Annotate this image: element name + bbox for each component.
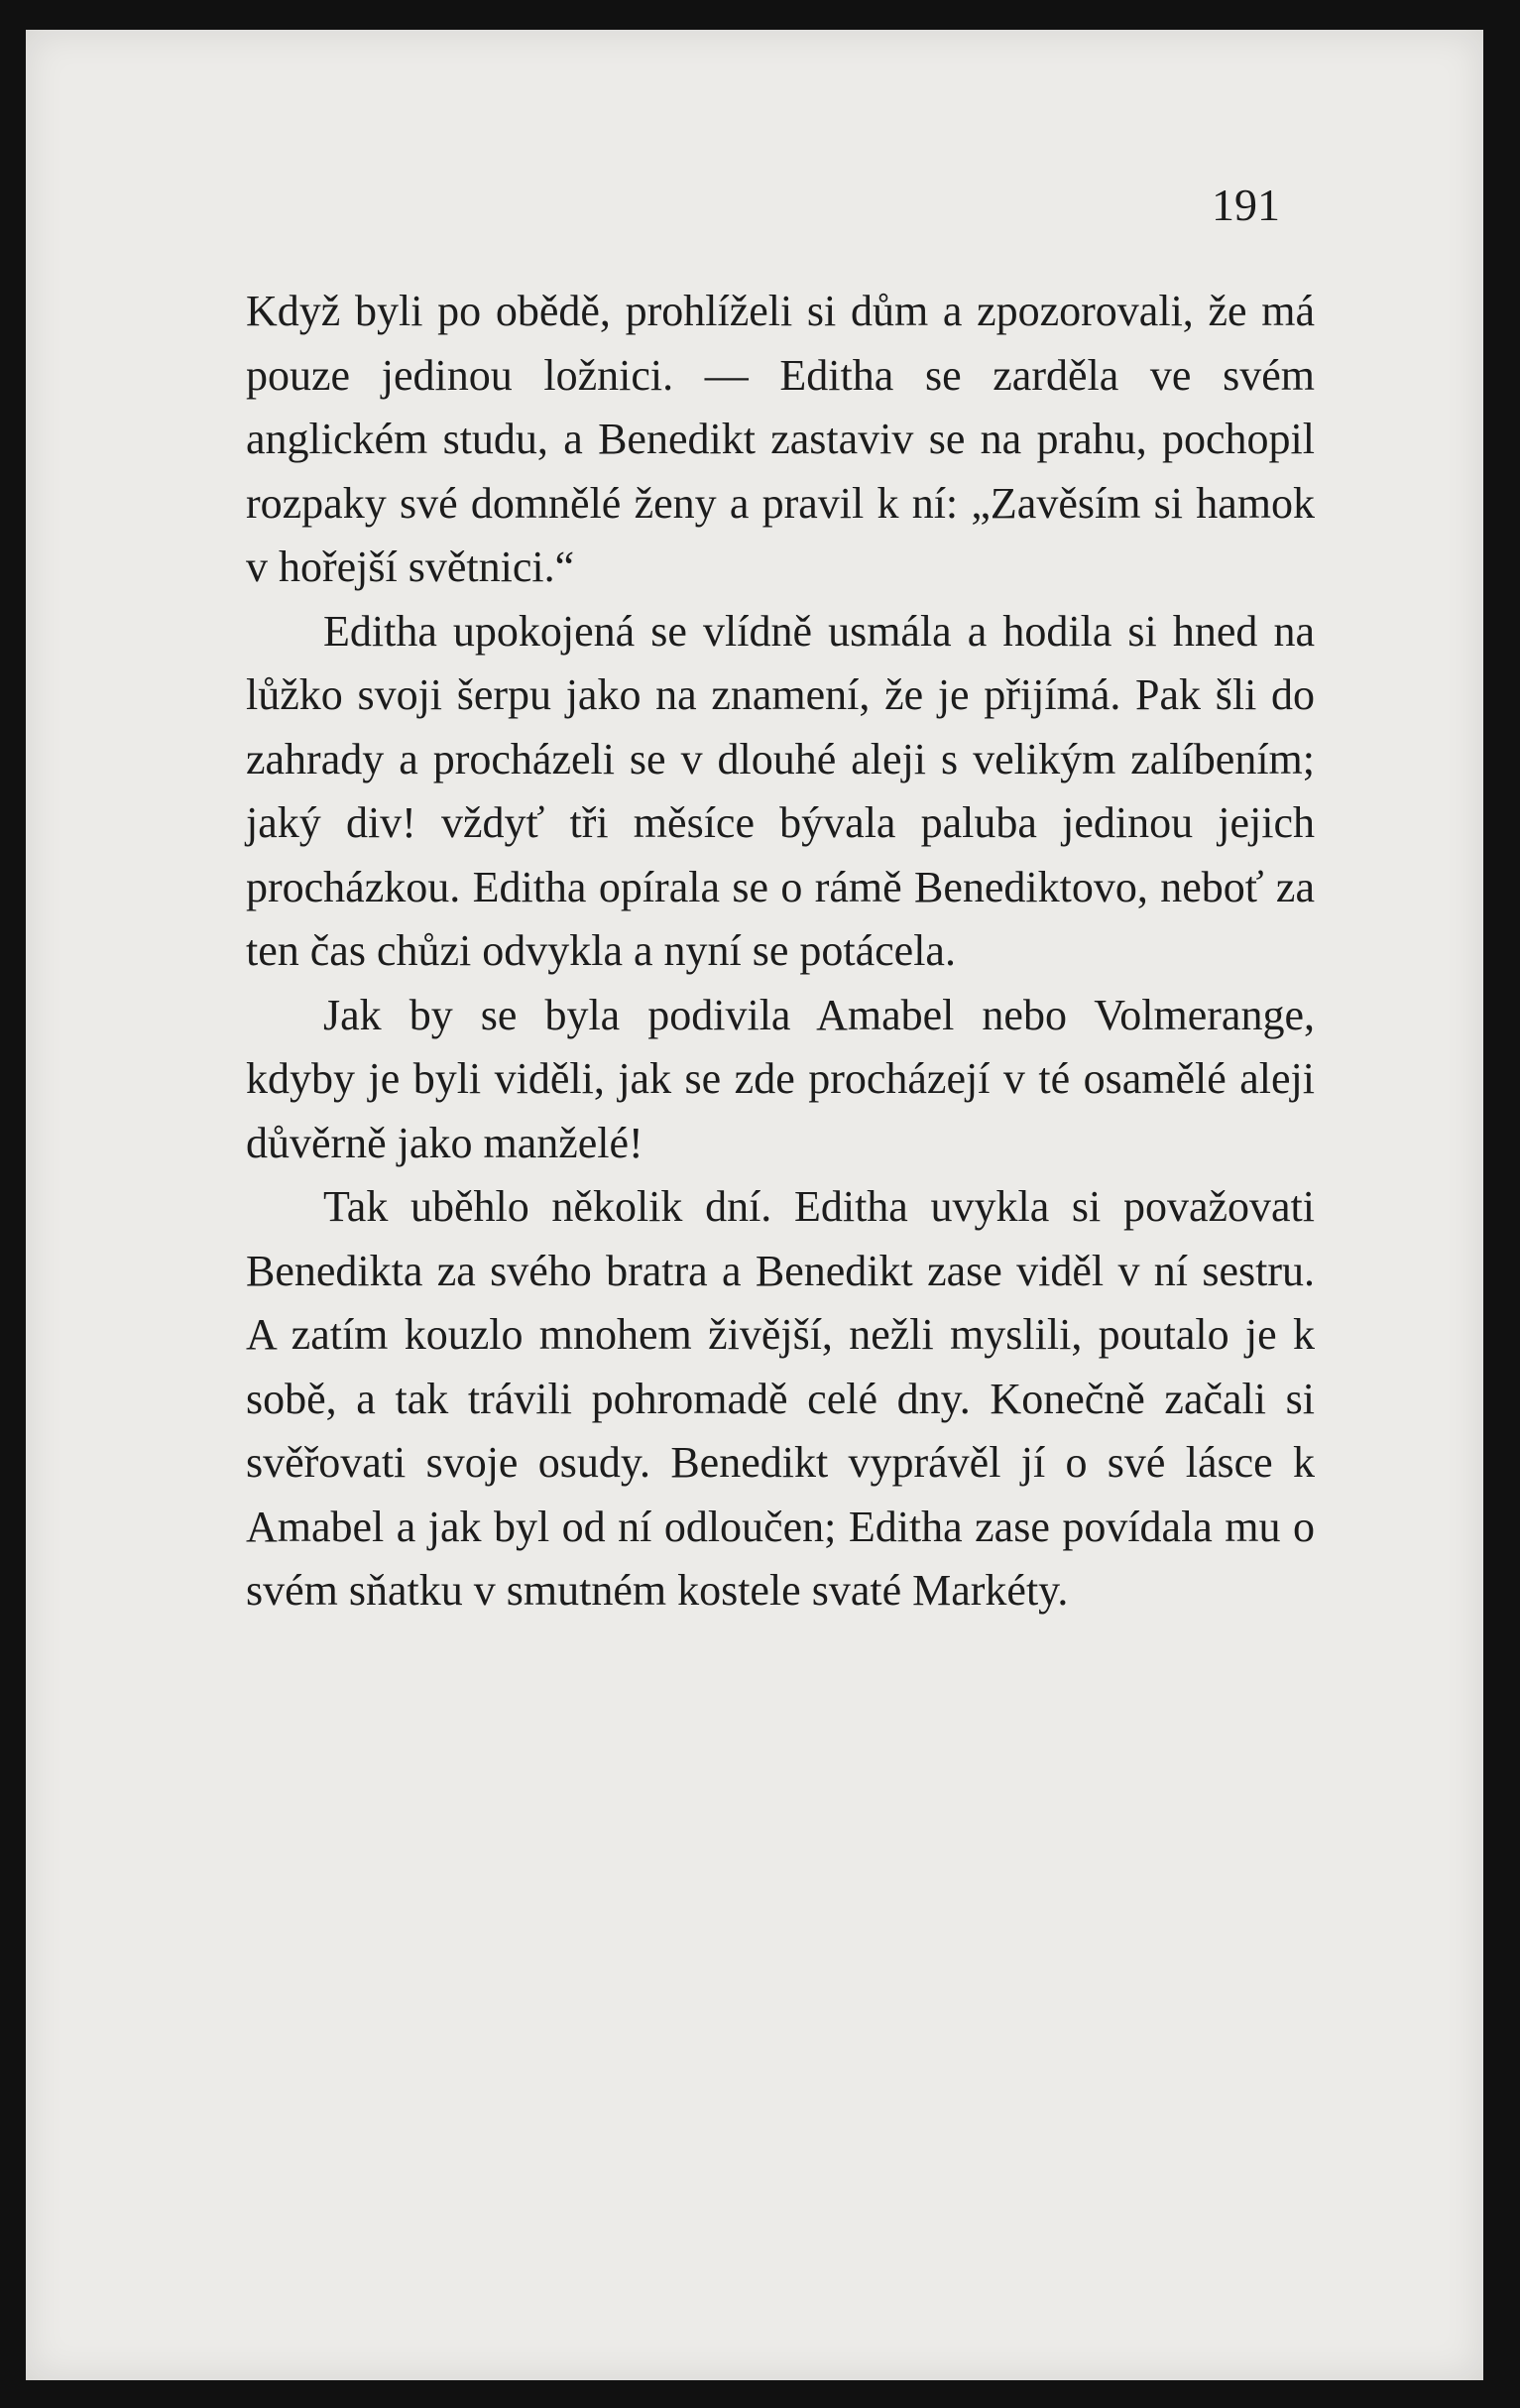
paragraph-2: Editha upokojená se vlídně usmála a hodila si hned na lůžko svoji šerpu jako na znamení, že je přijímá. Pak šli do zahrady a procházeli se v dlouhé aleji s velikým zalíbením; jaký div! vždyť tři měsíce bývala paluba jedinou jejich procházkou. Editha opírala se o rámě Benediktovo, neboť za ten čas chůzi odvykla a nyní se potácela. <box>246 606 1315 975</box>
paragraph-3: Jak by se byla podivila Amabel nebo Volmerange, kdyby je byli viděli, jak se zde procházejí v té osamělé aleji důvěrně jako manželé! <box>246 990 1315 1167</box>
book-page <box>26 30 1483 2380</box>
paragraph-1: Když byli po obědě, prohlíželi si dům a zpozorovali, že má pouze jedinou ložnici. — Editha se zarděla ve svém anglickém studu, a Benedikt zastaviv se na prahu, pochopil rozpaky své domnělé ženy a pravil k ní: „Zavěsím si hamok v hořejší světnici.“ <box>246 287 1315 591</box>
page-number: 191 <box>1212 180 1280 230</box>
paragraph-4: Tak uběhlo několik dní. Editha uvykla si považovati Benedikta za svého bratra a Benedikt zase viděl v ní sestru. A zatím kouzlo mnohem živější, nežli myslili, poutalo je k sobě, a tak trávili pohromadě celé dny. Konečně začali si svěřovati svoje osudy. Benedikt vyprávěl jí o své lásce k Amabel a jak byl od ní odloučen; Editha zase povídala mu o svém sňatku v smutném kostele svaté Markéty. <box>246 1182 1315 1615</box>
body-text <box>246 280 1315 1624</box>
